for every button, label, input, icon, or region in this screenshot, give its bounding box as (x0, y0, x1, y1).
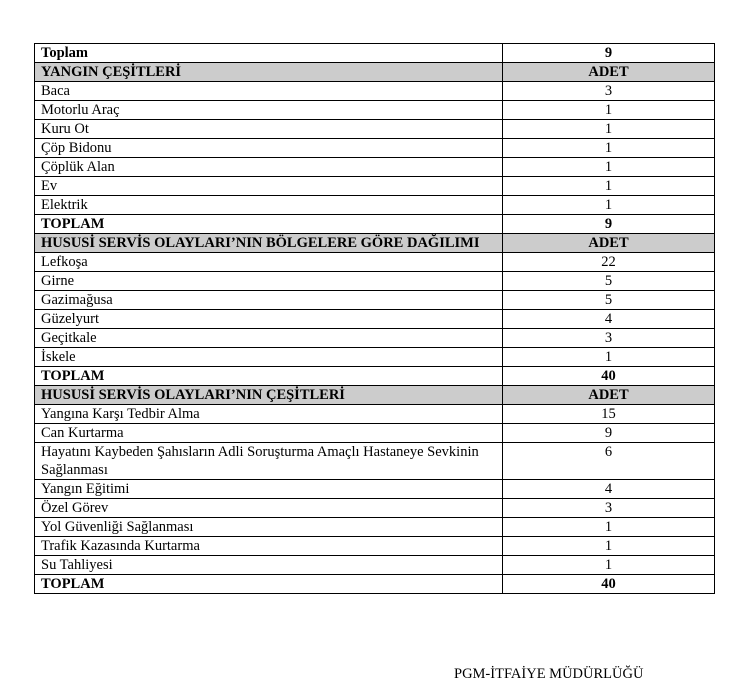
row-label: Baca (35, 82, 503, 101)
row-value: 5 (503, 272, 715, 291)
row-label: Trafik Kazasında Kurtarma (35, 537, 503, 556)
row-value: 9 (503, 44, 715, 63)
table-row (35, 139, 715, 158)
table-row (35, 405, 715, 424)
row-label: Su Tahliyesi (35, 556, 503, 575)
row-value: 1 (503, 518, 715, 537)
table-row (35, 177, 715, 196)
row-label: Geçitkale (35, 329, 503, 348)
row-label: Kuru Ot (35, 120, 503, 139)
row-label: Girne (35, 272, 503, 291)
table-row (35, 310, 715, 329)
row-value: 1 (503, 139, 715, 158)
row-value: 1 (503, 556, 715, 575)
table-row (35, 443, 715, 480)
table-row (35, 480, 715, 499)
row-value: 3 (503, 329, 715, 348)
table-row (35, 329, 715, 348)
row-label: Ev (35, 177, 503, 196)
row-label: Özel Görev (35, 499, 503, 518)
top-total-row (35, 44, 715, 63)
row-label: Elektrik (35, 196, 503, 215)
table-row (35, 291, 715, 310)
section-title: HUSUSİ SERVİS OLAYLARI’NIN BÖLGELERE GÖRE DAĞILIMI (35, 234, 503, 253)
table-row (35, 556, 715, 575)
section-total-row (35, 367, 715, 386)
row-value: 22 (503, 253, 715, 272)
row-value: 1 (503, 196, 715, 215)
row-label: Güzelyurt (35, 310, 503, 329)
row-label: Hayatını Kaybeden Şahısların Adli Soruşturma Amaçlı Hastaneye Sevkinin Sağlanması (35, 443, 503, 480)
section-title: HUSUSİ SERVİS OLAYLARI’NIN ÇEŞİTLERİ (35, 386, 503, 405)
table-row (35, 424, 715, 443)
section-header-fire-types (35, 63, 715, 82)
table-row (35, 82, 715, 101)
row-label: Çöplük Alan (35, 158, 503, 177)
row-label: İskele (35, 348, 503, 367)
row-label: Toplam (35, 44, 503, 63)
table-row (35, 348, 715, 367)
row-label: Motorlu Araç (35, 101, 503, 120)
row-value: 15 (503, 405, 715, 424)
row-value: 4 (503, 310, 715, 329)
row-label: Yangın Eğitimi (35, 480, 503, 499)
row-label: Lefkoşa (35, 253, 503, 272)
total-value: 9 (503, 215, 715, 234)
section-total-row (35, 215, 715, 234)
section-header-service-types (35, 386, 715, 405)
total-value: 40 (503, 367, 715, 386)
row-value: 1 (503, 158, 715, 177)
total-value: 40 (503, 575, 715, 594)
section-unit: ADET (503, 234, 715, 253)
table-row (35, 196, 715, 215)
table-row (35, 518, 715, 537)
section-title: YANGIN ÇEŞİTLERİ (35, 63, 503, 82)
section-unit: ADET (503, 386, 715, 405)
row-value: 9 (503, 424, 715, 443)
table-row (35, 253, 715, 272)
table-row (35, 272, 715, 291)
row-label: Yangına Karşı Tedbir Alma (35, 405, 503, 424)
row-value: 5 (503, 291, 715, 310)
department-footer: PGM-İTFAİYE MÜDÜRLÜĞÜ (454, 666, 644, 682)
row-value: 1 (503, 537, 715, 556)
total-label: TOPLAM (35, 215, 503, 234)
total-label: TOPLAM (35, 575, 503, 594)
row-value: 3 (503, 82, 715, 101)
statistics-table (34, 43, 715, 594)
table-row (35, 537, 715, 556)
table-row (35, 120, 715, 139)
total-label: TOPLAM (35, 367, 503, 386)
row-label: Can Kurtarma (35, 424, 503, 443)
table-row (35, 101, 715, 120)
row-label: Yol Güvenliği Sağlanması (35, 518, 503, 537)
section-header-regions (35, 234, 715, 253)
row-value: 1 (503, 120, 715, 139)
row-value: 4 (503, 480, 715, 499)
row-value: 1 (503, 177, 715, 196)
row-value: 6 (503, 443, 715, 480)
row-value: 1 (503, 348, 715, 367)
section-unit: ADET (503, 63, 715, 82)
row-value: 3 (503, 499, 715, 518)
row-value: 1 (503, 101, 715, 120)
row-label: Çöp Bidonu (35, 139, 503, 158)
table-row (35, 158, 715, 177)
table-row (35, 499, 715, 518)
section-total-row (35, 575, 715, 594)
row-label: Gazimağusa (35, 291, 503, 310)
